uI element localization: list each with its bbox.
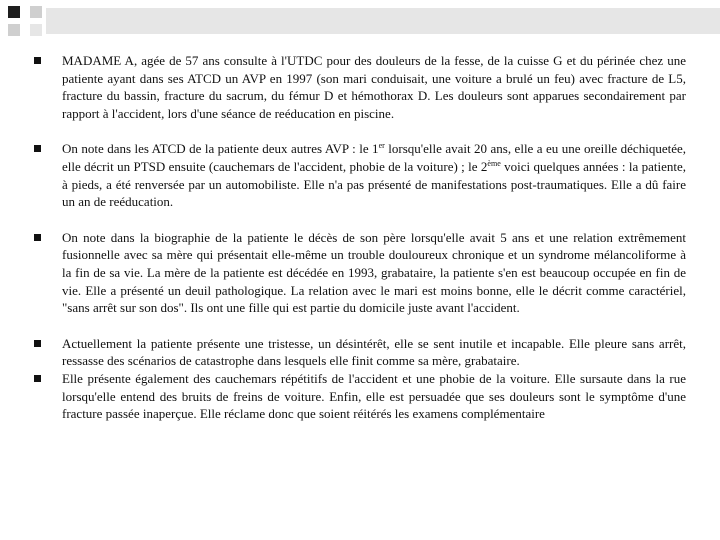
bullet-item xyxy=(34,370,686,423)
bullet-text: On note dans les ATCD de la patiente deux autres AVP : le 1 xyxy=(62,141,379,157)
bullet-text: Actuellement la patiente présente une tristesse, un désintérêt, elle se sent inutile et incapable. Elle pleure sans arrêt, ressasse des scénarios de catastrophe dans lesquels elle finit comme sa mère, grabataire. xyxy=(62,335,686,369)
bullet-square-icon xyxy=(34,340,41,347)
decor-square-light xyxy=(30,24,42,36)
bullet-item xyxy=(34,229,686,317)
bullet-square-icon xyxy=(34,145,41,152)
bullet-item xyxy=(34,140,686,210)
bullet-text: lorsqu'elle avait 20 ans, elle a eu une oreille déchiquetée, elle décrit un PTSD ensuite (cauchemars de l'accident, phobie de la voiture) ; le 2 xyxy=(62,141,686,174)
decor-square-light xyxy=(30,6,42,18)
bullet-text: On note dans la biographie de la patiente le décès de son père lorsqu'elle avait 5 ans et une relation extrêmement fusionnelle avec sa mère qui présentait elle-même un trouble douloureux chronique et un syndrome mélancoliforme à la fin de sa vie. La mère de la patiente est décédée en 1993, grabataire, la patiente s'en est beaucoup occupée en fin de vie. Elle a présenté un deuil pathologique. La relation avec le mari est moins bonne, elle le décrit comme caractériel, "sans arrêt sur son dos". Ils ont une fille qui est partie du domicile juste avant l'accident. xyxy=(62,229,686,316)
bullet-text: voici quelques années : la patiente, à pieds, a été renversée par un automobiliste. Elle n'a pas présenté de manifestations post-traumatiques. Elle a dû faire un an de reéducation. xyxy=(62,158,686,210)
decor-bar xyxy=(46,8,720,34)
superscript: er xyxy=(378,141,385,151)
bullet-square-icon xyxy=(34,234,41,241)
decor-square-dark xyxy=(8,6,20,18)
bullet-item xyxy=(34,52,686,122)
header-decoration xyxy=(0,0,720,40)
superscript: ème xyxy=(487,158,501,168)
decor-square-light xyxy=(8,24,20,36)
bullet-square-icon xyxy=(34,375,41,382)
bullet-square-icon xyxy=(34,57,41,64)
bullet-item xyxy=(34,335,686,370)
bullet-text: Elle présente également des cauchemars répétitifs de l'accident et une phobie de la voiture. Elle sursaute dans la rue lorsqu'elle entend des bruits de freins de voiture. Enfin, elle est persuadée que ses douleurs sont le symptôme d'une fracture passée inaperçue. Elle réclame donc que soient réitérés les examens complémentaire xyxy=(62,370,686,422)
bullet-text: MADAME A, agée de 57 ans consulte à l'UTDC pour des douleurs de la fesse, de la cuisse G et du périnée chez une patiente ayant dans ses ATCD un AVP en 1997 (son mari conduisait, une voiture a brulé un feu) avec fracture de L5, fracture du bassin, fracture du sacrum, du fémur D et hémothorax D. Les douleurs sont apparues secondairement par rapport à l'accident, lors d'une séance de reéducation en piscine. xyxy=(62,53,686,121)
slide-content xyxy=(34,52,686,423)
